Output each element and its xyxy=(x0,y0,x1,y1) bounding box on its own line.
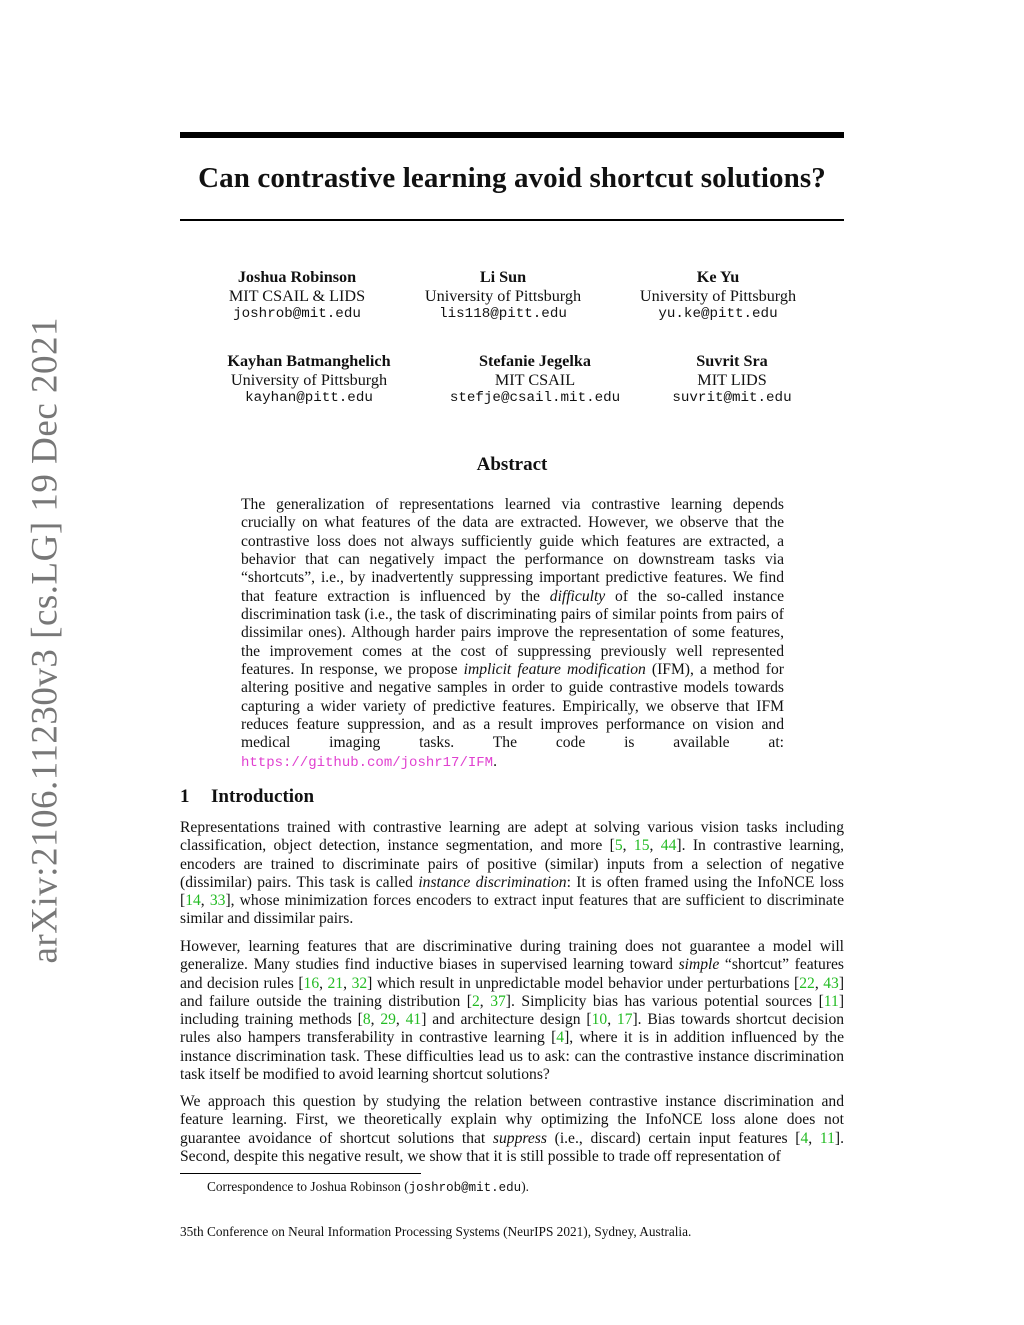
citation-link[interactable]: 11 xyxy=(823,992,839,1010)
author-email: lis118@pitt.edu xyxy=(439,306,567,322)
citation-link[interactable]: 41 xyxy=(405,1011,422,1029)
author-block xyxy=(598,268,838,324)
citation-link[interactable]: 32 xyxy=(351,974,368,992)
text: : It is often framed using the InfoNCE loss [ xyxy=(180,873,845,910)
author-affiliation: MIT CSAIL xyxy=(494,370,576,389)
citation-link[interactable]: 16 xyxy=(303,974,320,992)
text: ]. Bias towards shortcut decision rules also hampers transferability in contrastive learning [ xyxy=(180,1011,845,1047)
emphasis: simple xyxy=(678,956,720,974)
abstract-body xyxy=(241,496,784,772)
emphasis: instance discrimination xyxy=(418,873,567,891)
author-email: joshrob@mit.edu xyxy=(233,306,361,322)
text: (i.e., discard) certain input features [ xyxy=(546,1129,801,1147)
author-name: Joshua Robinson xyxy=(237,268,357,286)
text: , xyxy=(370,1011,381,1029)
abstract-text: (IFM), a method for altering positive and negative samples in order to guide contrastive models towards capturing a wider variety of predictive features. Empirically, we observe that IFM reduces feature suppression, and as a result improves performance on vision and medical imaging tasks. The code is available at: xyxy=(241,661,784,752)
citation-link[interactable]: 14 xyxy=(185,892,201,910)
author-name: Stefanie Jegelka xyxy=(479,352,591,370)
text: , xyxy=(649,837,661,855)
author-block xyxy=(177,268,417,324)
author-affiliation: University of Pittsburgh xyxy=(424,286,582,305)
footnote-email: joshrob@mit.edu xyxy=(408,1181,522,1195)
text: ] and architecture design [ xyxy=(421,1011,592,1029)
title-rule-top xyxy=(180,132,844,138)
abstract-heading: Abstract xyxy=(476,454,548,475)
abstract-emphasis: difficulty xyxy=(549,587,606,605)
text: ], where it is in addition influenced by the instance discrimination task. These difficulties lead us to ask: can the contrastive instance discrimination task itself be modified to avoid learning shortcut solutions? xyxy=(180,1029,844,1084)
footnote-text: Correspondence to Joshua Robinson ( xyxy=(207,1179,409,1194)
author-affiliation: University of Pittsburgh xyxy=(230,370,388,389)
text: , xyxy=(319,974,328,992)
author-email: stefje@csail.mit.edu xyxy=(449,390,621,406)
emphasis: suppress xyxy=(492,1129,547,1147)
author-email: kayhan@pitt.edu xyxy=(245,390,373,406)
text: , xyxy=(808,1129,820,1147)
body-paragraph xyxy=(180,938,844,1084)
footnote-rule xyxy=(180,1173,421,1174)
author-affiliation: University of Pittsburgh xyxy=(639,286,797,305)
section-heading xyxy=(180,786,314,808)
citation-link[interactable]: 11 xyxy=(819,1129,835,1147)
text: , xyxy=(200,892,210,910)
abstract-emphasis: implicit feature modification xyxy=(463,661,646,679)
citation-link[interactable]: 37 xyxy=(490,992,506,1010)
code-link[interactable]: https://github. xyxy=(241,754,368,771)
author-name: Li Sun xyxy=(479,268,527,286)
text: ], whose minimization forces encoders to extract input features that are sufficient to discriminate similar and dissimilar pairs. xyxy=(180,892,845,928)
text: , xyxy=(814,974,824,992)
text: ]. Second, despite this negative result, we show that it is still possible to trade off representation of xyxy=(180,1129,844,1165)
citation-link[interactable]: 15 xyxy=(633,837,650,855)
abstract-text: of the so-called instance discrimination task (i.e., the task of discriminating pairs of similar points from pairs of dissimilar ones). Although harder pairs improve the representation of some features, the improvement comes at the cost of suppressing previously well represented features. In response, we propose xyxy=(241,587,784,679)
text: , xyxy=(479,992,491,1010)
section-title: Introduction xyxy=(211,786,315,807)
text: , xyxy=(622,837,634,855)
citation-link[interactable]: 4 xyxy=(800,1129,809,1147)
author-name: Suvrit Sra xyxy=(696,352,768,370)
paper-title: Can contrastive learning avoid shortcut solutions? xyxy=(198,162,826,194)
citation-link[interactable]: 33 xyxy=(209,892,226,910)
arxiv-identifier: arXiv:2106.11230v3 [cs.LG] 19 Dec 2021 xyxy=(24,316,66,964)
text: We approach this question by studying the relation between contrastive instance discrimination and feature learning. First, we theoretically explain why optimizing the InfoNCE loss alone does not guarantee avoidance of shortcut solutions that xyxy=(180,1093,844,1147)
title-rule-bottom xyxy=(180,219,844,221)
text: ] including training methods [ xyxy=(180,992,845,1029)
citation-link[interactable]: 10 xyxy=(591,1011,608,1029)
text: ]. In contrastive learning, encoders are trained to discriminate pairs of positive (similar) inputs from a selection of negative (dissimilar) pairs. This task is called xyxy=(180,837,845,891)
citation-link[interactable]: 44 xyxy=(660,837,677,855)
abstract-text: . xyxy=(493,752,497,770)
citation-link[interactable]: 43 xyxy=(823,974,839,992)
citation-link[interactable]: 22 xyxy=(799,974,815,992)
author-affiliation: MIT LIDS xyxy=(697,370,767,389)
abstract-text: The generalization of representations learned via contrastive learning depends crucially on what features of the data are extracted. However, we observe that the contrastive loss does not always sufficiently guide which features are extracted, a behavior that can negatively impact the performance on downstream tasks via “shortcuts”, i.e., by inadvertently suppressing important predictive features. We find that feature extraction is influenced by the xyxy=(241,496,784,605)
text: “shortcut” features and decision rules [ xyxy=(180,956,844,992)
text: , xyxy=(395,1011,406,1029)
code-link[interactable]: com/joshr17/IFM xyxy=(367,754,494,771)
body-paragraph xyxy=(180,819,844,929)
author-block xyxy=(383,268,623,324)
citation-link[interactable]: 17 xyxy=(616,1011,633,1029)
citation-link[interactable]: 4 xyxy=(556,1029,565,1047)
author-name: Kayhan Batmanghelich xyxy=(227,352,391,370)
citation-link[interactable]: 2 xyxy=(471,992,480,1010)
author-name: Ke Yu xyxy=(696,268,740,286)
text: , xyxy=(607,1011,617,1029)
author-affiliation: MIT CSAIL & LIDS xyxy=(228,286,366,305)
citation-link[interactable]: 21 xyxy=(327,974,344,992)
text: However, learning features that are discriminative during training does not guarantee a model will generalize. Many studies find inductive biases in supervised learning toward xyxy=(180,938,844,974)
section-number: 1 xyxy=(180,786,190,807)
footnote-text: ). xyxy=(521,1179,529,1194)
text: Representations trained with contrastive learning are adept at solving various vision tasks including classification, object detection, instance segmentation, and more [ xyxy=(180,819,844,855)
text: ] and failure outside the training distribution [ xyxy=(180,974,845,1010)
author-block xyxy=(189,352,429,408)
text: ] which result in unpredictable model behavior under perturbations [ xyxy=(367,974,800,992)
text: ]. Simplicity bias has various potential sources [ xyxy=(505,992,824,1010)
citation-link[interactable]: 29 xyxy=(380,1011,396,1029)
body-paragraph xyxy=(180,1093,844,1166)
author-email: yu.ke@pitt.edu xyxy=(658,306,778,322)
author-block xyxy=(612,352,852,408)
author-email: suvrit@mit.edu xyxy=(672,390,792,406)
citation-link[interactable]: 5 xyxy=(614,837,623,855)
citation-link[interactable]: 8 xyxy=(362,1011,371,1029)
footnote xyxy=(207,1179,529,1195)
venue-line: 35th Conference on Neural Information Processing Systems (NeurIPS 2021), Sydney, Australia. xyxy=(180,1224,692,1239)
text: , xyxy=(343,974,352,992)
